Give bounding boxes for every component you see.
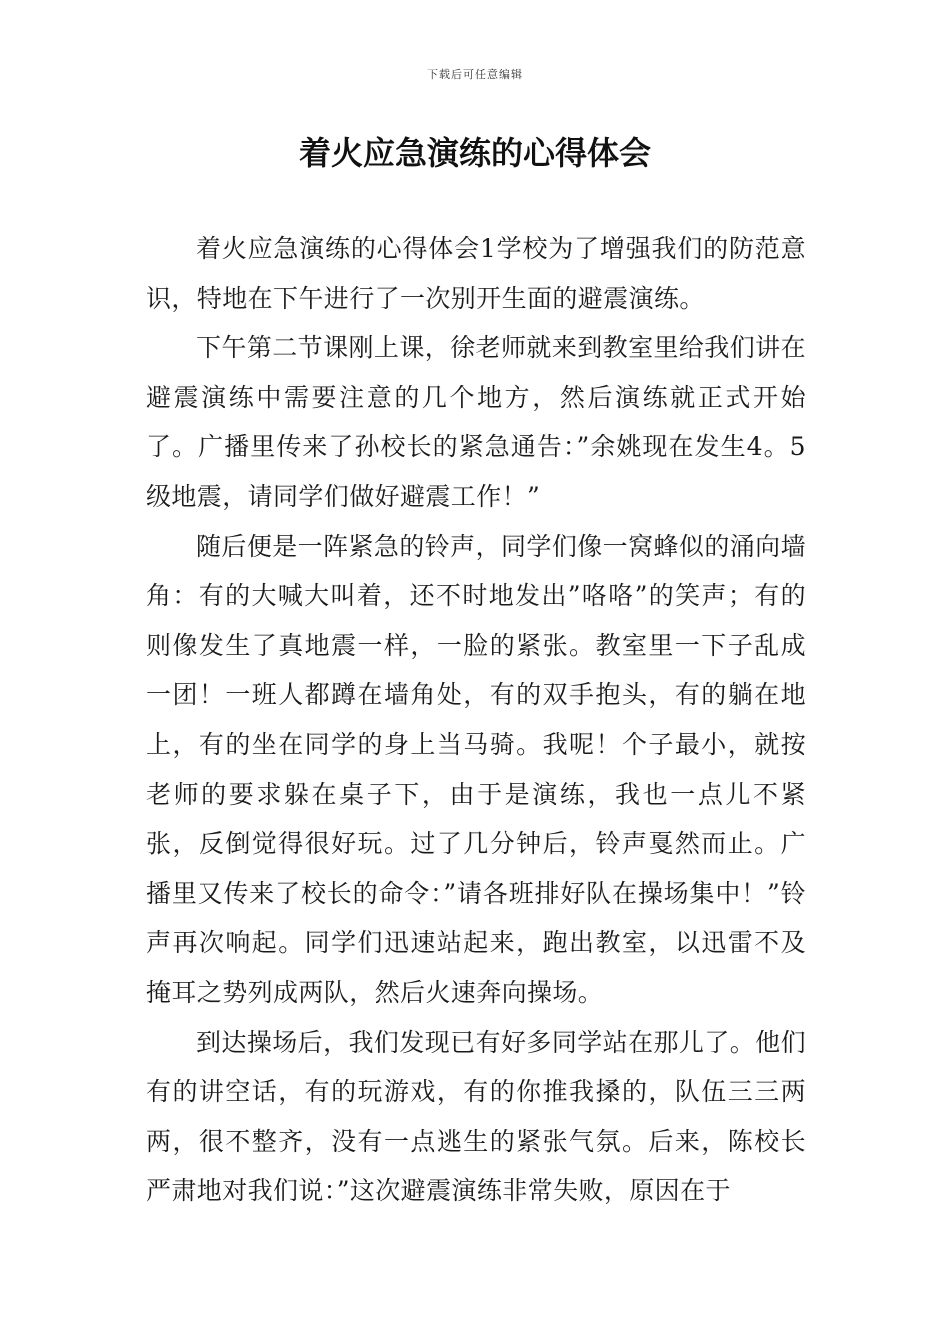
paragraph-2: 下午第二节课刚上课，徐老师就来到教室里给我们讲在避震演练中需要注意的几个地方，然后演练就正式开始了。广播里传来了孙校长的紧急通告：”余姚现在发生4。5级地震，请同学们做好避震工作！” <box>146 333 806 511</box>
document-body <box>146 224 806 1216</box>
paragraph-1: 着火应急演练的心得体会1学校为了增强我们的防范意识，特地在下午进行了一次别开生面的避震演练。 <box>146 234 806 313</box>
paragraph-3: 随后便是一阵紧急的铃声，同学们像一窝蜂似的涌向墙角：有的大喊大叫着，还不时地发出”咯咯”的笑声；有的则像发生了真地震一样，一脸的紧张。教室里一下子乱成一团！一班人都蹲在墙角处，有的双手抱头，有的躺在地上，有的坐在同学的身上当马骑。我呢！个子最小，就按老师的要求躲在桌子下，由于是演练，我也一点儿不紧张，反倒觉得很好玩。过了几分钟后，铃声戛然而止。广播里又传来了校长的命令：”请各班排好队在操场集中！”铃声再次响起。同学们迅速站起来，跑出教室，以迅雷不及掩耳之势列成两队，然后火速奔向操场。 <box>146 531 806 1007</box>
document-title: 着火应急演练的心得体会 <box>298 134 651 172</box>
paragraph-4: 到达操场后，我们发现已有好多同学站在那儿了。他们有的讲空话，有的玩游戏，有的你推我搡的，队伍三三两两，很不整齐，没有一点逃生的紧张气氛。后来，陈校长严肃地对我们说：”这次避震演练非常失败，原因在于 <box>146 1027 806 1206</box>
header-note: 下载后可任意编辑 <box>427 68 523 81</box>
